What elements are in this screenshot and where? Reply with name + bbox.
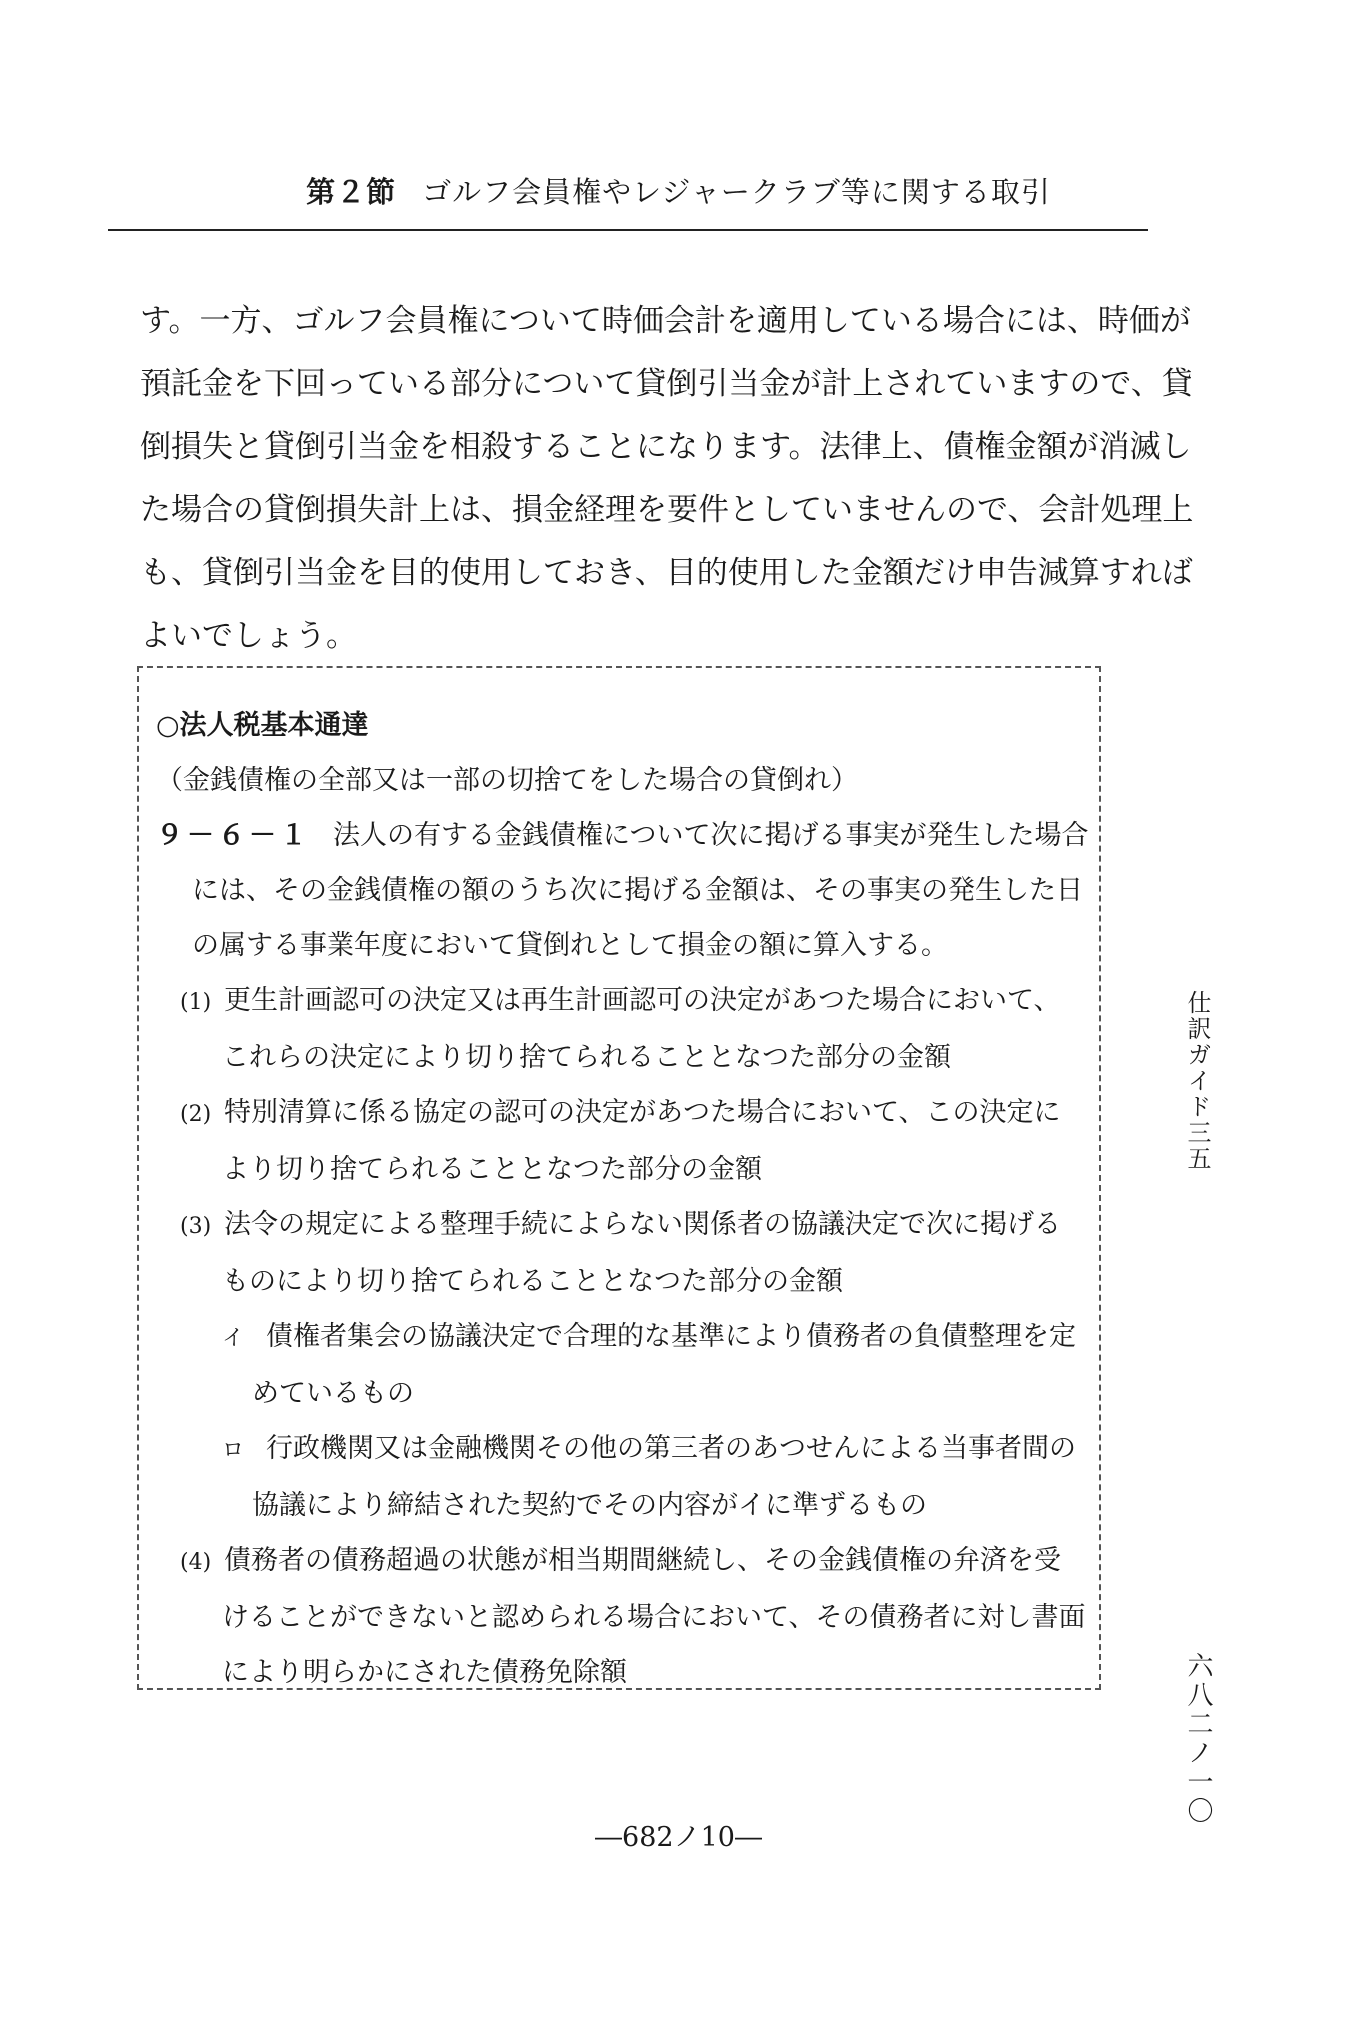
notice-box	[137, 666, 1101, 1690]
item-text: 法令の規定による整理手続によらない関係者の協議決定で次に掲げる	[224, 1209, 1061, 1240]
item-number: (3)	[180, 1214, 212, 1239]
side-page-number: 六八二ノ一〇	[1183, 1652, 1213, 1826]
item-text: めているもの	[252, 1378, 414, 1409]
list-item	[156, 1533, 1086, 1590]
item-text: ものにより切り捨てられることとなつた部分の金額	[222, 1266, 843, 1297]
body-line: も、貸倒引当金を目的使用しておき、目的使用した金額だけ申告減算すれば	[140, 555, 1193, 591]
item-number: イ	[222, 1326, 245, 1351]
list-item	[156, 1197, 1086, 1254]
item-text: 更生計画認可の決定又は再生計画認可の決定があつた場合において、	[224, 985, 1061, 1016]
sub-item	[156, 1421, 1086, 1478]
item-text: これらの決定により切り捨てられることとなつた部分の金額	[222, 1042, 951, 1073]
notice-title: ○法人税基本通達	[156, 710, 369, 741]
article-line: の属する事業年度において貸倒れとして損金の額に算入する。	[192, 930, 948, 961]
list-item	[156, 1085, 1086, 1142]
item-text: 債権者集会の協議決定で合理的な基準により債務者の負債整理を定	[266, 1321, 1076, 1352]
item-number: (1)	[180, 990, 212, 1015]
page-number: ―682ノ10―	[595, 1822, 762, 1853]
article-text: 法人の有する金銭債権について次に掲げる事実が発生した場合	[333, 820, 1089, 851]
body-line: た場合の貸倒損失計上は、損金経理を要件としていませんので、会計処理上	[140, 492, 1194, 528]
body-line: 倒損失と貸倒引当金を相殺することになります。法律上、債権金額が消滅し	[140, 429, 1192, 465]
body-line: よいでしょう。	[140, 618, 357, 654]
header-rule	[108, 229, 1148, 231]
section-title: ゴルフ会員権やレジャークラブ等に関する取引	[422, 175, 1051, 209]
item-number: ロ	[222, 1438, 245, 1463]
item-text: 協議により締結された契約でその内容がイに準ずるもの	[252, 1490, 927, 1521]
article-line: には、その金銭債権の額のうち次に掲げる金額は、その事実の発生した日	[192, 875, 1083, 906]
item-text: 特別清算に係る協定の認可の決定があつた場合において、この決定に	[224, 1097, 1061, 1128]
item-text: 行政機関又は金融機関その他の第三者のあつせんによる当事者間の	[266, 1433, 1076, 1464]
item-text: けることができないと認められる場合において、その債務者に対し書面	[222, 1602, 1086, 1633]
item-text: 債務者の債務超過の状態が相当期間継続し、その金銭債権の弁済を受	[224, 1545, 1061, 1576]
side-section-label: 仕訳ガイド三五	[1183, 990, 1211, 1172]
section-number: 第２節	[306, 175, 397, 209]
item-number: (4)	[180, 1550, 212, 1575]
notice-content	[156, 698, 1089, 1700]
sub-item	[156, 1309, 1086, 1366]
running-header	[0, 170, 1357, 211]
article-first-line	[156, 808, 1089, 863]
article-number: ９－６－１	[156, 820, 311, 851]
item-text: により明らかにされた債務免除額	[222, 1657, 627, 1688]
body-paragraph	[140, 290, 1194, 668]
notice-subtitle: （金銭債権の全部又は一部の切捨てをした場合の貸倒れ）	[156, 765, 858, 796]
body-line: 預託金を下回っている部分について貸倒引当金が計上されていますので、貸	[140, 366, 1193, 402]
body-line: す。一方、ゴルフ会員権について時価会計を適用している場合には、時価が	[140, 303, 1191, 339]
item-text: より切り捨てられることとなつた部分の金額	[222, 1154, 762, 1185]
list-item	[156, 973, 1086, 1030]
item-number: (2)	[180, 1102, 212, 1127]
